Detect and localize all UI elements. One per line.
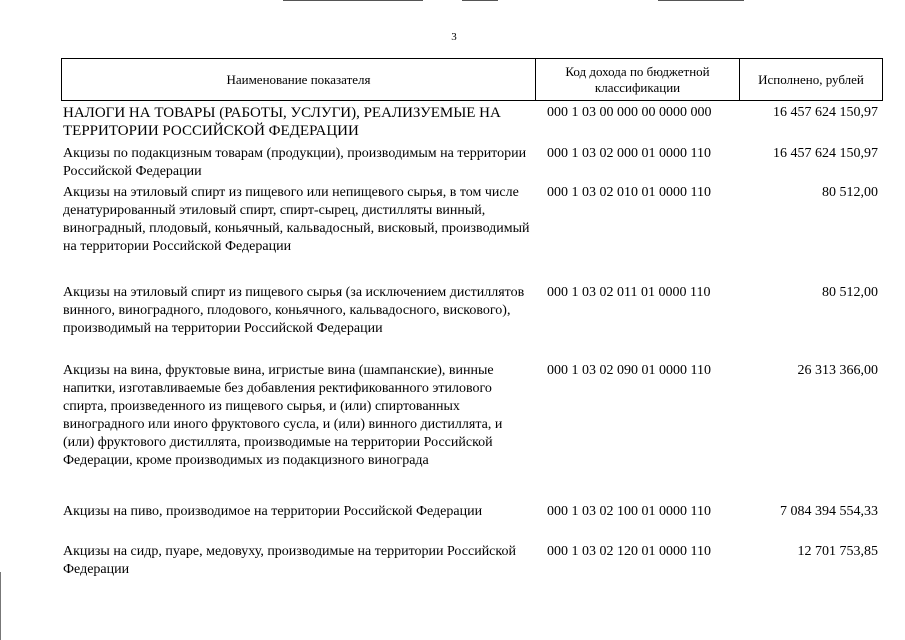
row-name: Акцизы на пиво, производимое на территории Российской Федерации (63, 504, 483, 519)
scan-mark (462, 0, 498, 1)
table-header (61, 58, 883, 101)
row-code: 000 1 03 02 120 01 0000 110 (547, 544, 711, 559)
column-header-code: Код дохода по бюджетной классификации (536, 59, 740, 100)
row-name: Акцизы на сидр, пуаре, медовуху, производимые на территории Российской Федерации (63, 544, 516, 577)
row-name: Акцизы на вина, фруктовые вина, игристые вина (шампанские), винные напитки, изготавливаемые без добавления ректификованного этилового спирта, произведенного из пищевого сырья, и (или) спиртованных виноградного или иного фруктового сусла, и (или) винного дистиллята, и (или) фруктового дистиллята, производимые на территории Российской Федерации, кроме производимых из подакцизного винограда (63, 363, 503, 468)
row-amount: 80 512,00 (822, 285, 878, 300)
row-name: НАЛОГИ НА ТОВАРЫ (РАБОТЫ, УСЛУГИ), РЕАЛИЗУЕМЫЕ НА ТЕРРИТОРИИ РОССИЙСКОЙ ФЕДЕРАЦИИ (63, 105, 501, 139)
scan-mark (283, 0, 423, 1)
row-amount: 16 457 624 150,97 (773, 146, 878, 161)
row-code: 000 1 03 02 100 01 0000 110 (547, 504, 711, 519)
scan-edge (0, 572, 1, 640)
scan-mark (658, 0, 744, 1)
column-header-name: Наименование показателя (62, 59, 536, 100)
row-code: 000 1 03 02 090 01 0000 110 (547, 363, 711, 378)
row-amount: 16 457 624 150,97 (773, 105, 878, 120)
column-header-amount: Исполнено, рублей (758, 71, 864, 87)
row-amount: 7 084 394 554,33 (780, 504, 878, 519)
row-code: 000 1 03 02 000 01 0000 110 (547, 146, 711, 161)
row-code: 000 1 03 00 000 00 0000 000 (547, 105, 712, 120)
row-amount: 26 313 366,00 (797, 363, 878, 378)
row-amount: 12 701 753,85 (797, 544, 878, 559)
row-code: 000 1 03 02 010 01 0000 110 (547, 185, 711, 200)
row-name: Акцизы на этиловый спирт из пищевого сырья (за исключением дистиллятов винного, виноградного, плодового, коньячного, кальвадосного, вискового), производимый на территории Российской Федерации (63, 285, 525, 336)
row-code: 000 1 03 02 011 01 0000 110 (547, 285, 711, 300)
row-amount: 80 512,00 (822, 185, 878, 200)
row-name: Акцизы по подакцизным товарам (продукции), производимым на территории Российской Федерации (63, 146, 527, 179)
page-number: 3 (451, 31, 457, 43)
row-name: Акцизы на этиловый спирт из пищевого или непищевого сырья, в том числе денатурированный этиловый спирт, спирт-сырец, дистилляты винный, виноградный, плодовый, коньячный, кальвадосный, висковый, производимый на территории Российской Федерации (63, 185, 530, 254)
